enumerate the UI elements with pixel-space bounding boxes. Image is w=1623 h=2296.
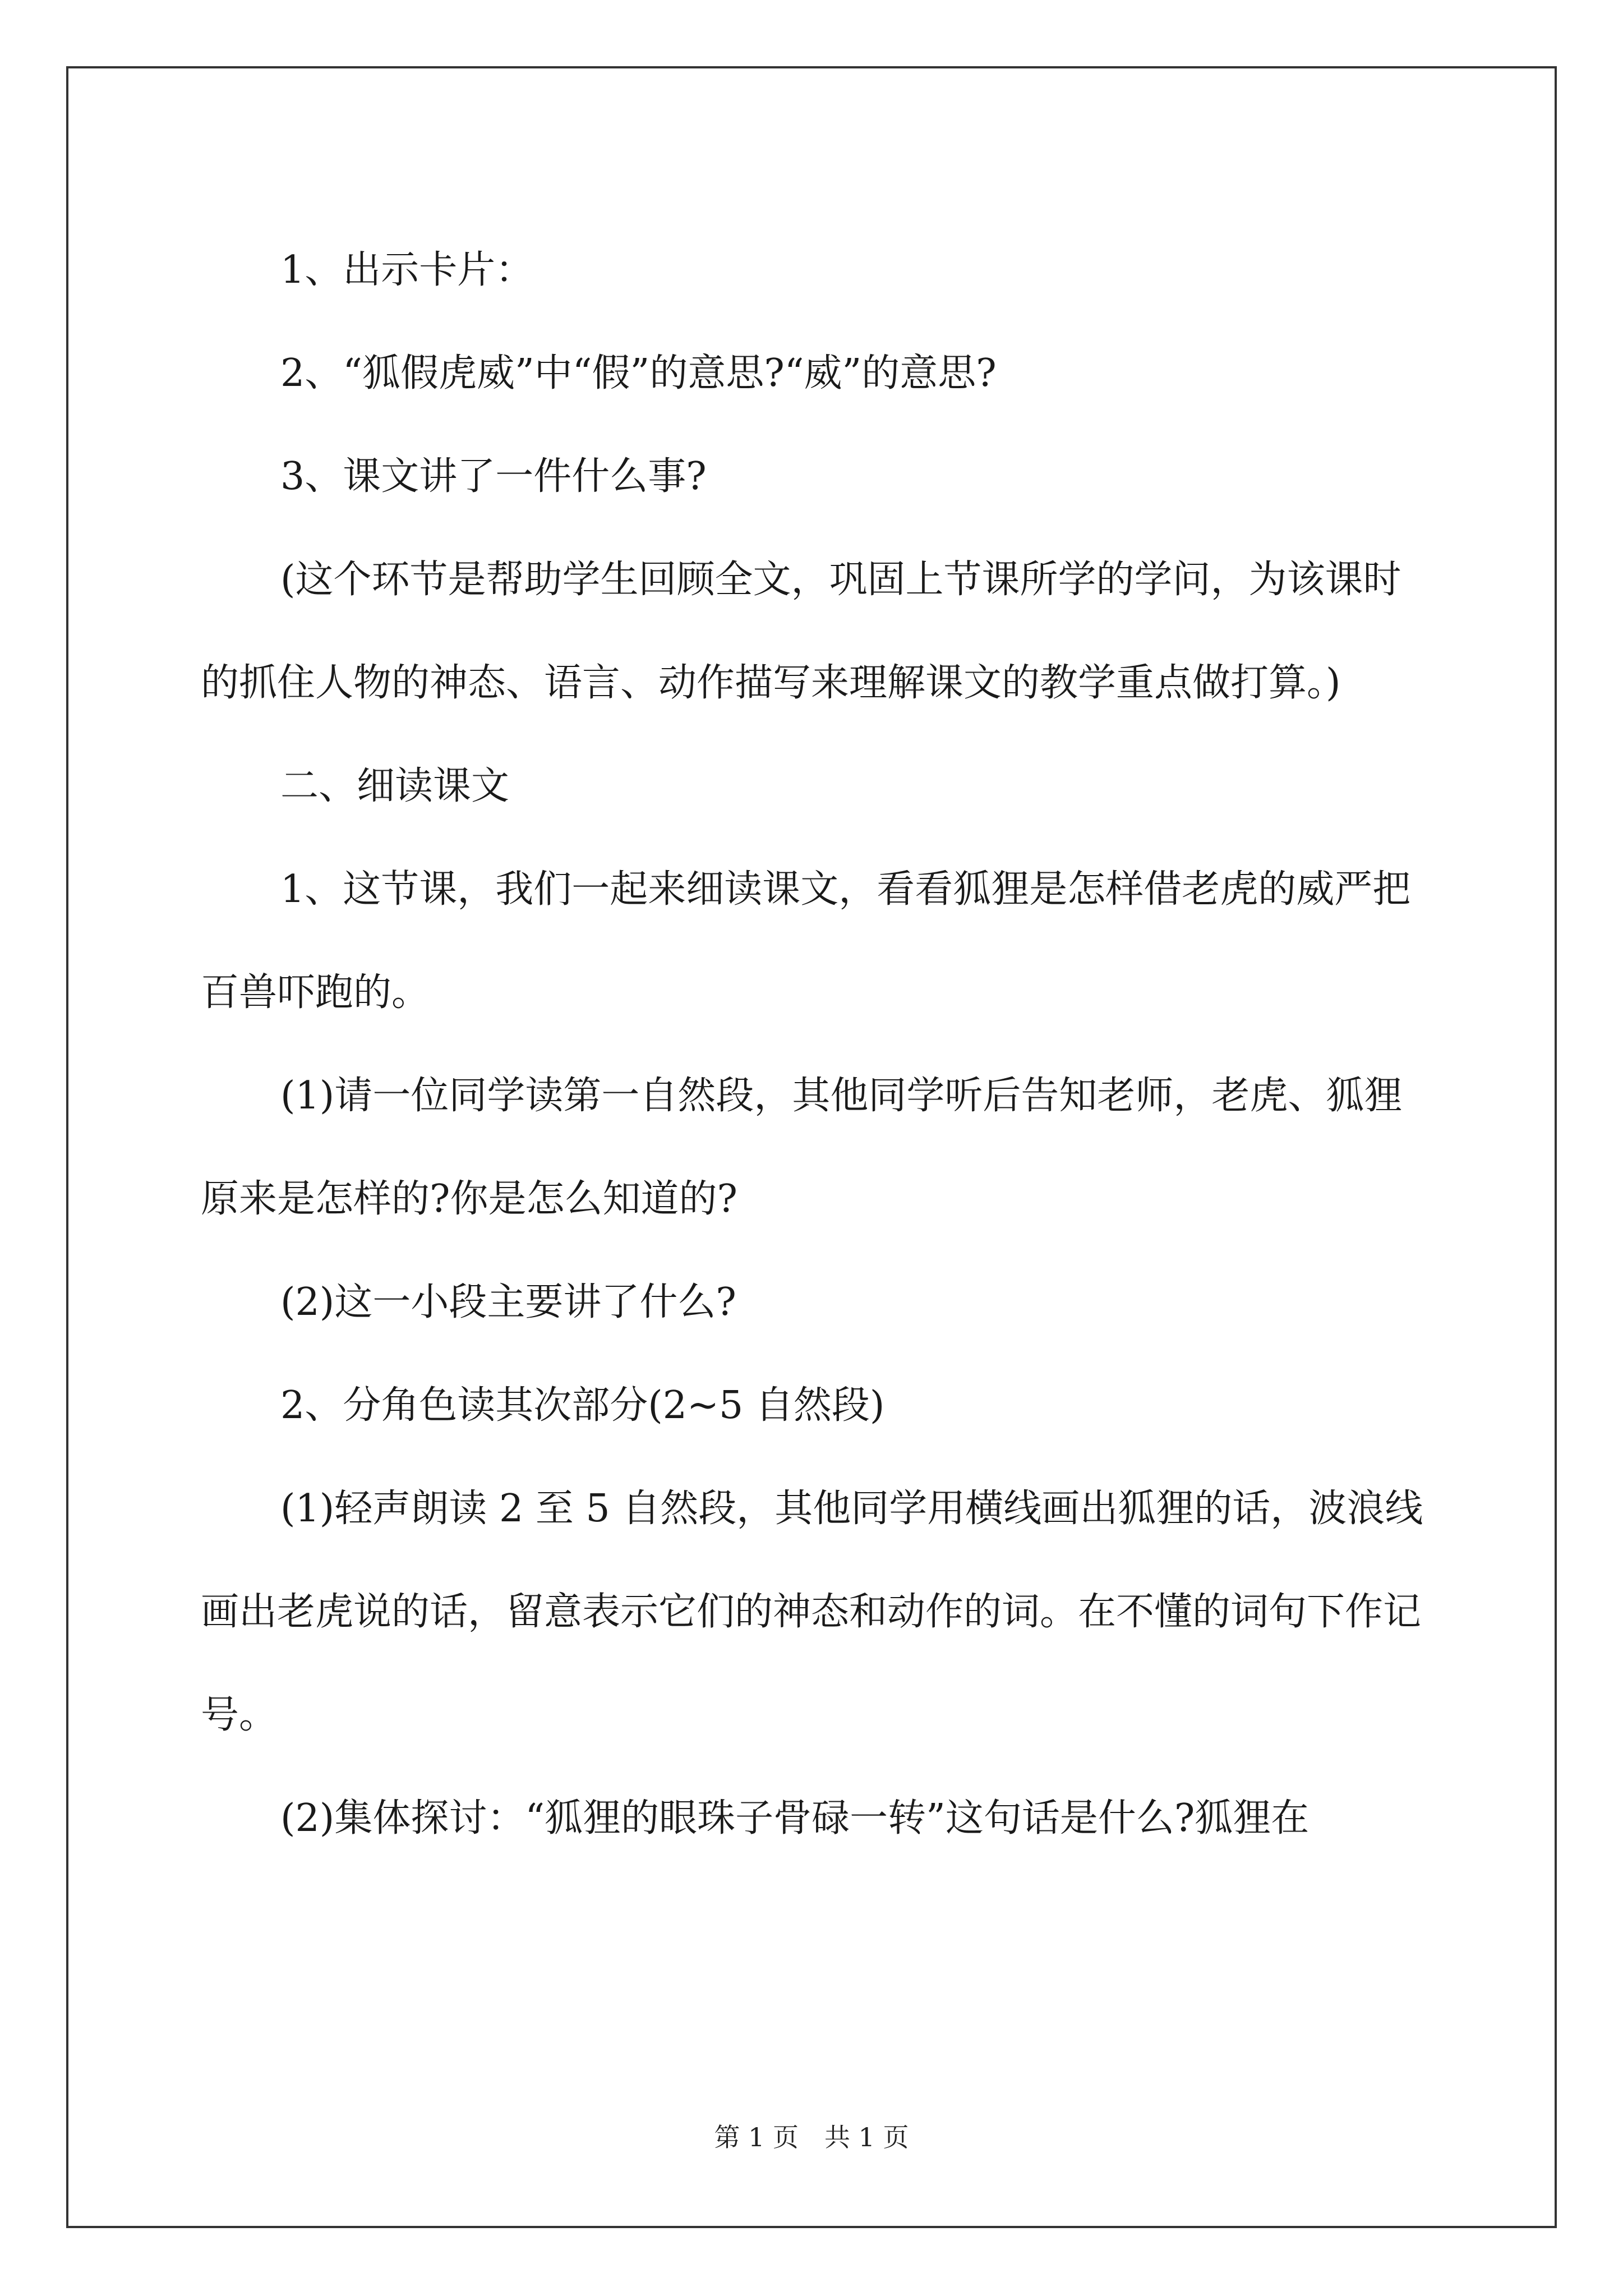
paragraph-5: 1、这节课，我们一起来细读课文，看看狐狸是怎样借老虎的威严把百兽吓跑的。 [201, 867, 1411, 1015]
paragraph-9: (1)轻声朗读 2 至 5 自然段，其他同学用横线画出狐狸的话，波浪线画出老虎说的话，留意表示它们的神态和动作的词。在不懂的词句下作记号。 [201, 1487, 1423, 1737]
document-body [201, 219, 1432, 1870]
section-heading: 二、细读课文 [280, 764, 510, 808]
paragraph-3: 3、课文讲了一件什么事? [280, 454, 707, 499]
page-number-footer: 第 1 页 共 1 页 [714, 2122, 909, 2152]
paragraph-7: (2)这一小段主要讲了什么? [280, 1280, 736, 1324]
paragraph-2: 2、“狐假虎威”中“假”的意思?“威”的意思? [280, 351, 997, 395]
paragraph-6: (1)请一位同学读第一自然段，其他同学听后告知老师，老虎、狐狸原来是怎样的?你是怎么知道的? [201, 1074, 1403, 1221]
paragraph-10: (2)集体探讨：“狐狸的眼珠子骨碌一转”这句话是什么?狐狸在 [280, 1796, 1310, 1841]
paragraph-4: (这个环节是帮助学生回顾全文，巩固上节课所学的学问，为该课时的抓住人物的神态、语言、动作描写来理解课文的教学重点做打算。) [201, 558, 1401, 705]
paragraph-1: 1、出示卡片： [280, 248, 534, 292]
paragraph-8: 2、分角色读其次部分(2~5 自然段) [280, 1383, 885, 1428]
